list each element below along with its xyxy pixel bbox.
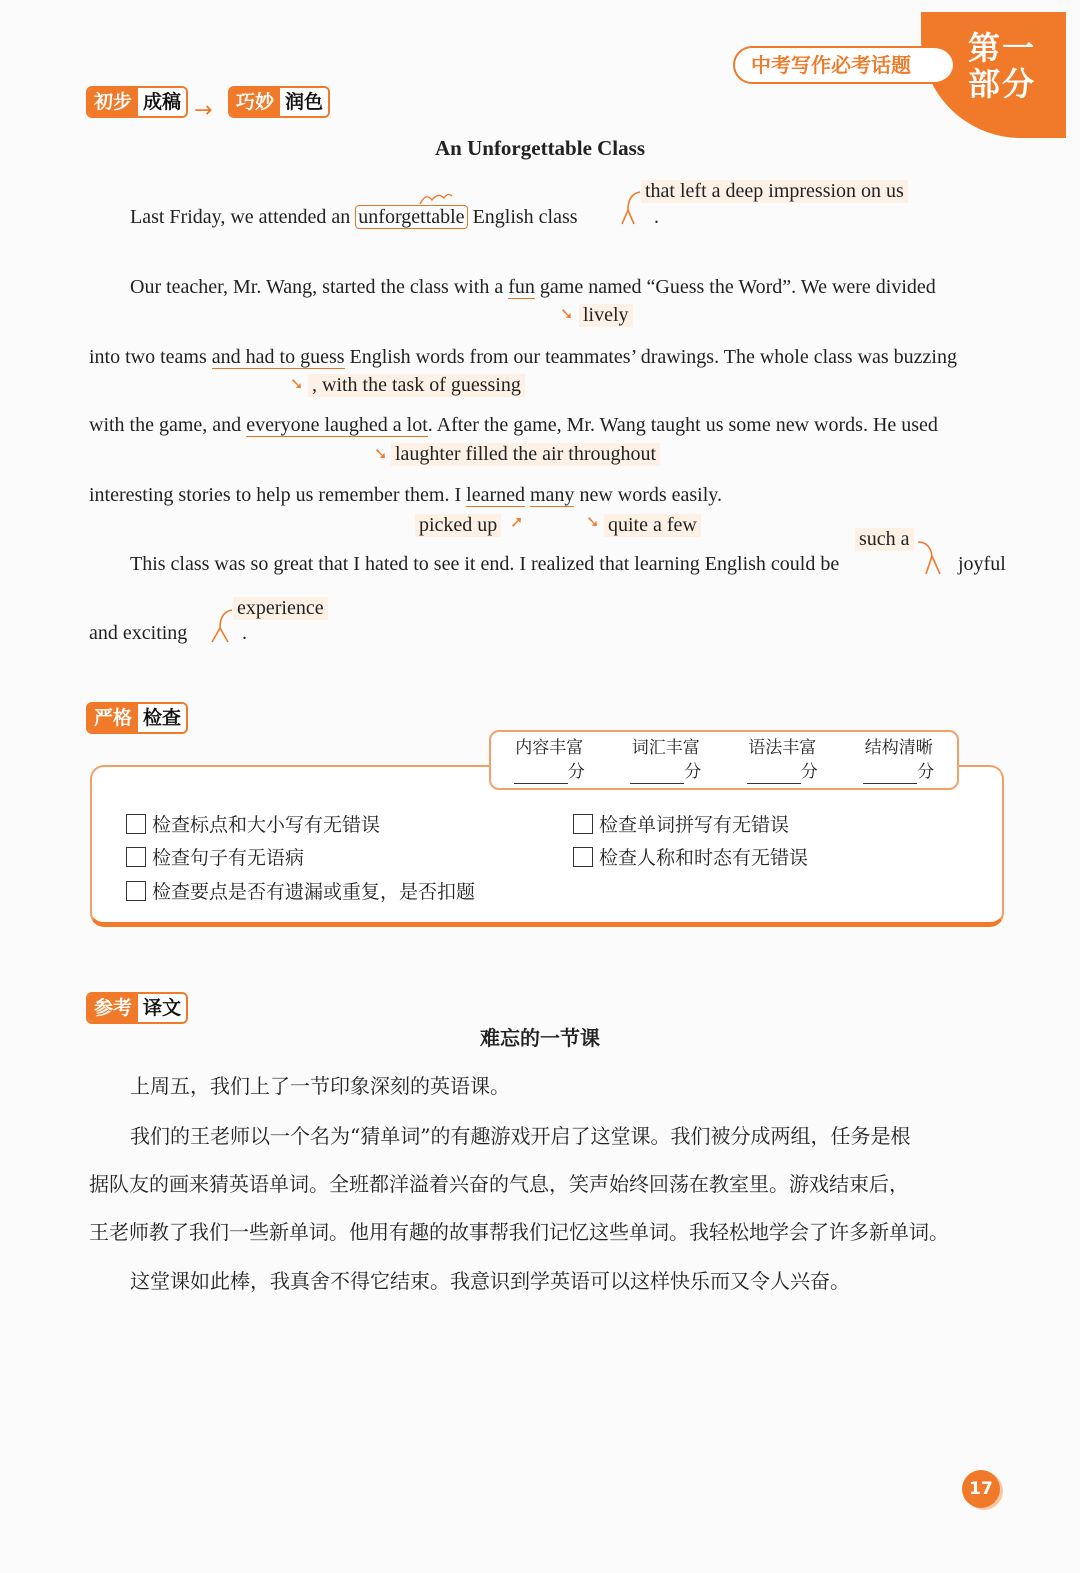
score-box (489, 730, 959, 790)
score-label: 内容丰富 (515, 738, 584, 758)
caret-insert-icon (616, 188, 642, 230)
score-blank[interactable] (863, 767, 917, 784)
essay-line-5 (89, 484, 722, 507)
score-grammar (747, 736, 818, 784)
revision-insert: picked up (415, 514, 501, 537)
section-label-polish (228, 86, 330, 118)
score-label: 语法丰富 (748, 738, 817, 758)
score-unit: 分 (567, 762, 585, 782)
essay-line-3 (89, 346, 957, 369)
essay-text: game named “Guess the Word”. We were divided (534, 276, 936, 298)
checklist-text: 检查标点和大小写有无错误 (152, 814, 381, 836)
essay-line-2 (130, 276, 936, 299)
essay-text: new words easily. (574, 484, 722, 506)
score-unit: 分 (917, 762, 935, 782)
arrow-icon: ➘ (560, 304, 574, 323)
section-label-reference-a: 参考 (88, 994, 138, 1022)
checklist-item[interactable] (126, 810, 380, 837)
essay-line-6 (130, 553, 839, 576)
checklist-item[interactable] (126, 843, 304, 870)
arrow-icon: ➚ (510, 512, 524, 531)
essay-underlined: fun (508, 276, 535, 298)
essay-text: English class (467, 206, 578, 228)
section-label-polish-b: 润色 (280, 88, 328, 116)
score-blank[interactable] (514, 767, 568, 784)
essay-text: into two teams (89, 346, 212, 368)
essay-underlined: many (530, 484, 575, 506)
essay-text: English words from our teammates’ drawings. The whole class was buzzing (344, 346, 957, 368)
essay-line-7 (89, 622, 187, 645)
translation-line: 上周五，我们上了一节印象深刻的英语课。 (130, 1074, 510, 1098)
section-label-reference-b: 译文 (138, 994, 186, 1022)
caret-insert-icon (916, 538, 946, 578)
essay-text: Our teacher, Mr. Wang, started the class with a (130, 276, 509, 298)
revision-insert: such a (855, 528, 914, 551)
section-label-draft (86, 86, 188, 118)
essay-underlined: learned (466, 484, 525, 506)
checklist-text: 检查句子有无语病 (152, 847, 305, 869)
arrow-icon: ➘ (374, 444, 388, 463)
essay-text: and exciting (89, 622, 188, 644)
translation-line: 王老师教了我们一些新单词。他用有趣的故事帮我们记忆这些单词。我轻松地学会了许多新单词。 (89, 1220, 949, 1244)
score-unit: 分 (800, 762, 818, 782)
checklist-text: 检查要点是否有遗漏或重复，是否扣题 (152, 881, 476, 903)
section-label-check-b: 检查 (138, 704, 186, 732)
checklist-item[interactable] (573, 843, 808, 870)
revision-insert: experience (233, 597, 328, 620)
checklist-text: 检查单词拼写有无错误 (599, 814, 790, 836)
arrow-icon: ➘ (290, 374, 304, 393)
score-unit: 分 (684, 762, 702, 782)
section-label-check-a: 严格 (88, 704, 138, 732)
checkbox[interactable] (573, 847, 593, 867)
checklist-item[interactable] (573, 810, 789, 837)
essay-line-1 (130, 206, 578, 229)
checkbox[interactable] (126, 814, 146, 834)
checkbox[interactable] (126, 881, 146, 901)
translation-line: 我们的王老师以一个名为“猜单词”的有趣游戏开启了这堂课。我们被分成两组，任务是根 (130, 1124, 911, 1148)
section-label-polish-a: 巧妙 (230, 88, 280, 116)
score-vocabulary (630, 736, 701, 784)
score-label: 结构清晰 (864, 738, 933, 758)
checkbox[interactable] (126, 847, 146, 867)
section-label-draft-b: 成稿 (138, 88, 186, 116)
score-content (514, 736, 585, 784)
revision-insert: lively (579, 304, 633, 327)
essay-text: This class was so great that I hated to see it end. I realized that learning English could be (130, 553, 840, 575)
revision-insert: laughter filled the air throughout (391, 443, 660, 466)
page-number: 17 (962, 1470, 1000, 1508)
essay-underlined: and had to guess (211, 346, 345, 368)
section-label-draft-a: 初步 (88, 88, 138, 116)
translation-line: 据队友的画来猜英语单词。全班都洋溢着兴奋的气息，笑声始终回荡在教室里。游戏结束后， (89, 1172, 909, 1196)
essay-text: Last Friday, we attended an (130, 206, 356, 228)
part-tab: 第一部分 (968, 29, 1037, 103)
essay-underlined: everyone laughed a lot (246, 414, 428, 436)
essay-period: . (654, 206, 659, 228)
arrow-icon: ➘ (586, 512, 600, 531)
section-label-check (86, 702, 188, 734)
essay-line-4 (89, 414, 938, 437)
caret-insert-icon (204, 606, 236, 646)
checkbox[interactable] (573, 814, 593, 834)
translation-line: 这堂课如此棒，我真舍不得它结束。我意识到学英语可以这样快乐而又令人兴奋。 (130, 1269, 850, 1293)
essay-period: . (242, 622, 247, 644)
score-blank[interactable] (630, 767, 684, 784)
score-blank[interactable] (747, 767, 801, 784)
revision-insert: , with the task of guessing (308, 374, 525, 397)
revision-insert: that left a deep impression on us (641, 180, 908, 203)
essay-title: An Unforgettable Class (435, 136, 645, 160)
arrow-right-icon: → (194, 98, 213, 123)
checklist-text: 检查人称和时态有无错误 (599, 847, 809, 869)
score-structure (863, 736, 934, 784)
translation-title: 难忘的一节课 (480, 1026, 600, 1050)
essay-text: . After the game, Mr. Wang taught us some new words. He used (427, 414, 938, 436)
score-label: 词汇丰富 (631, 738, 700, 758)
checklist-item[interactable] (126, 877, 475, 904)
swirl-mark-icon (418, 190, 454, 206)
essay-text: interesting stories to help us remember them. I (89, 484, 467, 506)
essay-text: joyful (958, 553, 1006, 575)
essay-text: with the game, and (89, 414, 247, 436)
topic-pill: 中考写作必考话题 (733, 46, 953, 84)
section-label-reference (86, 992, 188, 1024)
revision-insert: quite a few (604, 514, 701, 537)
essay-boxed-word: unforgettable (355, 205, 467, 229)
